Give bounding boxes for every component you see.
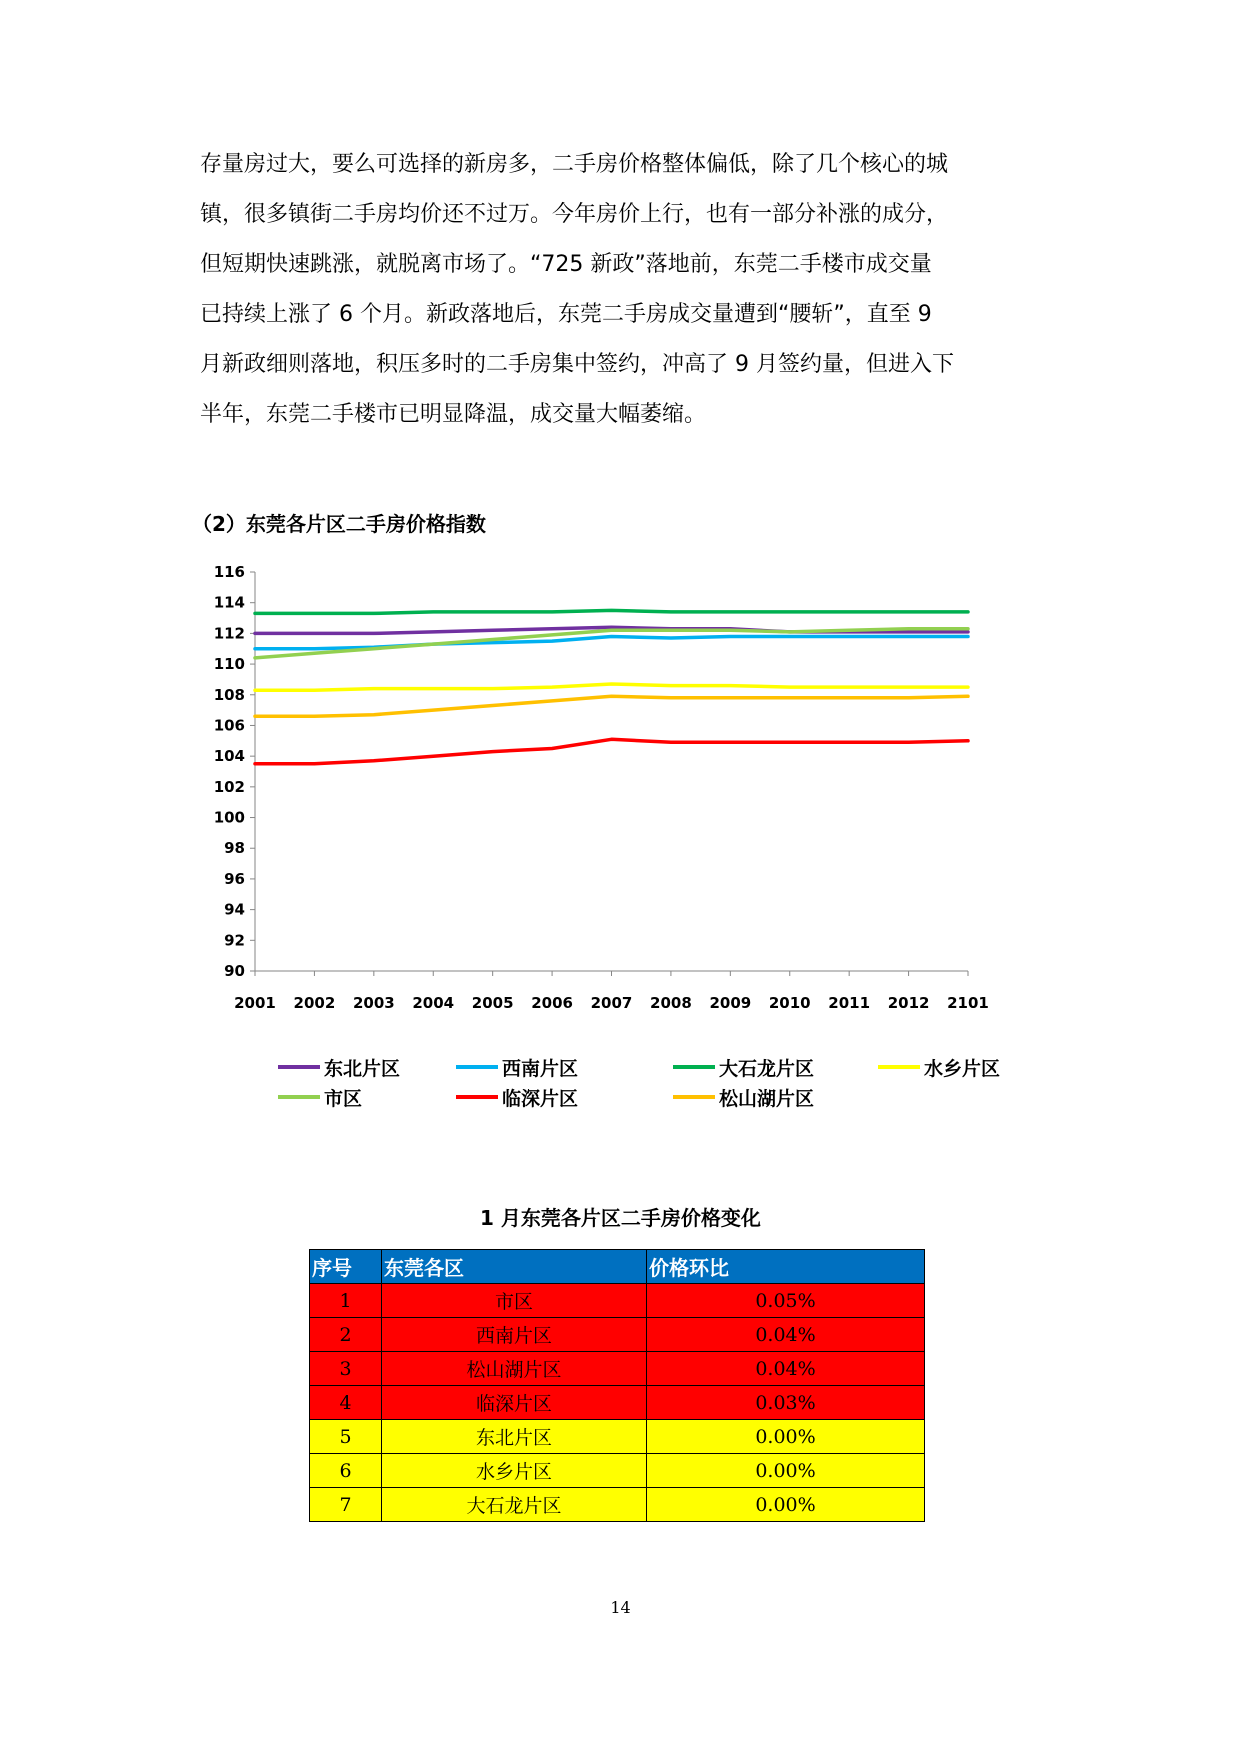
cell-change: 0.03% [647,1386,925,1420]
legend-swatch [278,1095,320,1099]
paragraph-line: 月新政细则落地，积压多时的二手房集中签约，冲高了 9 月签约量，但进入下 [200,352,954,377]
legend-item [673,1053,814,1081]
y-tick-label: 94 [224,900,245,919]
cell-change: 0.00% [647,1488,925,1522]
cell-change: 0.05% [647,1284,925,1318]
series-line [255,684,968,690]
x-tick-label: 2011 [828,994,871,1012]
cell-area: 东北片区 [382,1420,647,1454]
y-tick-label: 116 [213,563,245,581]
legend-item [456,1083,578,1111]
legend-swatch [278,1065,320,1069]
x-tick-label: 2004 [412,994,455,1012]
series-line [255,696,968,716]
y-tick-label: 106 [213,716,245,735]
table-title: 1 月东莞各片区二手房价格变化 [480,1206,761,1230]
cell-area: 大石龙片区 [382,1488,647,1522]
cell-area: 西南片区 [382,1318,647,1352]
legend-item [278,1083,362,1111]
legend-swatch [673,1095,715,1099]
x-tick-label: 2002 [293,994,336,1012]
table-row [310,1454,925,1488]
page-number: 14 [610,1598,631,1617]
cell-area: 临深片区 [382,1386,647,1420]
paragraph-line: 存量房过大，要么可选择的新房多，二手房价格整体偏低，除了几个核心的城 [200,152,949,177]
y-tick-label: 96 [224,869,245,888]
x-tick-label: 2006 [531,994,573,1012]
legend-label: 西南片区 [502,1057,579,1080]
cell-no: 2 [310,1318,382,1352]
header-area: 东莞各区 [382,1250,647,1284]
header-change: 价格环比 [647,1250,925,1284]
table-header-row [310,1250,925,1284]
paragraph-line: 已持续上涨了 6 个月。新政落地后，东莞二手房成交量遭到“腰斩”，直至 9 [200,302,932,327]
paragraph-line: 镇，很多镇街二手房均价还不过万。今年房价上行，也有一部分补涨的成分， [200,202,949,227]
legend-label: 松山湖片区 [719,1087,815,1110]
body-paragraph [200,140,1060,440]
legend-swatch [878,1065,920,1069]
table-row [310,1318,925,1352]
table-row [310,1488,925,1522]
section-title: （2）东莞各片区二手房价格指数 [192,512,486,536]
x-tick-label: 2009 [709,994,752,1012]
legend-swatch [673,1065,715,1069]
x-tick-label: 2012 [887,994,930,1012]
legend-label: 东北片区 [324,1057,401,1080]
legend-item [878,1053,1000,1081]
cell-change: 0.04% [647,1352,925,1386]
legend-swatch [456,1065,498,1069]
cell-no: 5 [310,1420,382,1454]
cell-change: 0.00% [647,1454,925,1488]
y-tick-label: 110 [213,655,245,674]
cell-no: 4 [310,1386,382,1420]
cell-no: 7 [310,1488,382,1522]
legend-label: 临深片区 [502,1087,579,1110]
price-index-line-chart [195,555,1015,1025]
paragraph-line: 但短期快速跳涨，就脱离市场了。“725 新政”落地前，东莞二手楼市成交量 [200,252,932,277]
legend-item [278,1053,400,1081]
legend-label: 大石龙片区 [719,1057,815,1080]
x-tick-label: 2001 [234,994,276,1012]
legend-item [456,1053,578,1081]
x-tick-label: 2005 [471,994,514,1012]
cell-area: 市区 [382,1284,647,1318]
table-row [310,1420,925,1454]
y-tick-label: 102 [213,777,245,796]
y-tick-label: 100 [213,808,245,827]
cell-change: 0.00% [647,1420,925,1454]
cell-change: 0.04% [647,1318,925,1352]
y-tick-label: 108 [213,685,245,704]
x-tick-label: 2010 [768,994,811,1012]
cell-no: 1 [310,1284,382,1318]
x-tick-label: 2101 [947,994,989,1012]
x-tick-label: 2007 [590,994,633,1012]
paragraph-line: 半年，东莞二手楼市已明显降温，成交量大幅萎缩。 [200,402,707,427]
header-no: 序号 [310,1250,382,1284]
series-line [255,739,968,764]
legend-swatch [456,1095,498,1099]
legend-label: 市区 [324,1087,363,1110]
table-row [310,1284,925,1318]
y-tick-label: 112 [213,624,245,643]
y-tick-label: 90 [224,962,245,980]
cell-no: 6 [310,1454,382,1488]
legend-item [673,1083,814,1111]
table-row [310,1352,925,1386]
y-tick-label: 92 [224,931,245,950]
x-tick-label: 2008 [650,994,692,1012]
cell-area: 水乡片区 [382,1454,647,1488]
cell-no: 3 [310,1352,382,1386]
y-tick-label: 104 [213,747,245,766]
table-row [310,1386,925,1420]
series-line [255,610,968,613]
cell-area: 松山湖片区 [382,1352,647,1386]
price-change-table [309,1249,925,1522]
y-tick-label: 114 [213,593,245,612]
series-line [255,637,968,649]
legend-label: 水乡片区 [924,1057,1001,1080]
y-tick-label: 98 [224,839,245,858]
x-tick-label: 2003 [352,994,395,1012]
